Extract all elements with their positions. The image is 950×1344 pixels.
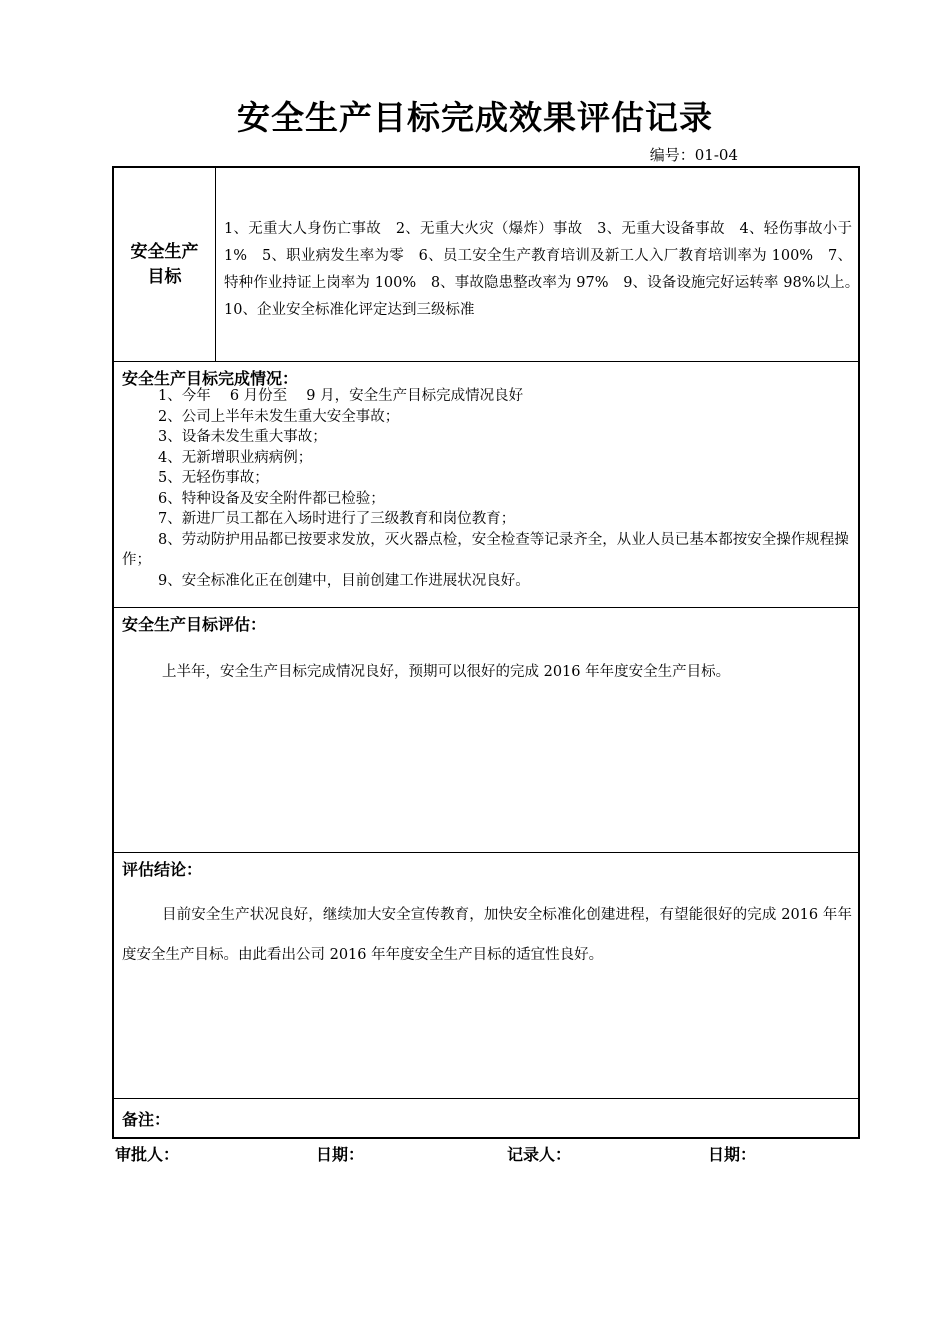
goals-row bbox=[114, 168, 867, 362]
status-row bbox=[114, 362, 858, 608]
document-number: 编号：01-04 bbox=[649, 146, 738, 164]
status-heading: 安全生产目标完成情况： bbox=[122, 369, 299, 388]
conclusion-heading: 评估结论： bbox=[122, 860, 203, 879]
page-title: 安全生产目标完成效果评估记录 bbox=[237, 98, 713, 137]
list-item: 2、公司上半年未发生重大安全事故； bbox=[158, 408, 400, 425]
evaluation-text: 上半年，安全生产目标完成情况良好，预期可以很好的完成 2016 年年度安全生产目标。 bbox=[162, 664, 731, 680]
evaluation-row bbox=[114, 608, 858, 853]
remarks-heading: 备注： bbox=[122, 1110, 171, 1129]
conclusion-row bbox=[114, 853, 858, 1099]
list-item: 9、安全标准化正在创建中，目前创建工作进展状况良好。 bbox=[158, 572, 530, 589]
status-list bbox=[122, 386, 852, 591]
record-date-label: 日期： bbox=[708, 1145, 757, 1164]
remarks-row bbox=[114, 1099, 858, 1139]
signature-footer bbox=[0, 1142, 950, 1166]
evaluation-form bbox=[112, 166, 867, 1139]
conclusion-text: 目前安全生产状况良好，继续加大安全宣传教育，加快安全标准化创建进程，有望能很好的完成 2016 年年度安全生产目标。由此看出公司 2016 年年度安全生产目标的适宜性良好。 bbox=[122, 907, 852, 963]
list-item: 8、劳动防护用品都已按要求发放，灭火器点检，安全检查等记录齐全，从业人员已基本都按安全操作规程操作； bbox=[122, 531, 849, 568]
goals-label: 安全生产目标 bbox=[130, 241, 199, 287]
list-item: 3、设备未发生重大事故； bbox=[158, 429, 327, 445]
recorder-label: 记录人： bbox=[507, 1145, 572, 1164]
evaluation-heading: 安全生产目标评估： bbox=[122, 615, 267, 634]
list-item: 4、无新增职业病病例； bbox=[158, 449, 313, 466]
list-item: 6、特种设备及安全附件都已检验； bbox=[158, 490, 385, 507]
approval-date-label: 日期： bbox=[316, 1145, 365, 1164]
list-item: 5、无轻伤事故； bbox=[158, 470, 269, 486]
list-item: 7、新进厂员工都在入场时进行了三级教育和岗位教育； bbox=[158, 511, 516, 527]
goals-label-cell bbox=[114, 168, 216, 361]
approver-label: 审批人： bbox=[115, 1145, 180, 1164]
list-item: 1、今年 6 月份至 9 月，安全生产目标完成情况良好 bbox=[158, 388, 524, 404]
goals-text: 1、无重大人身伤亡事故 2、无重大火灾（爆炸）事故 3、无重大设备事故 4、轻伤事故小于 1% 5、职业病发生率为零 6、员工安全生产教育培训及新工人入厂教育培训率为 100% 7、特种作业持证上岗率为 100% 8、事故隐患整改率为 97% 9、设备设施完好运转率 98%以上。 10、企业安全标准化评定达到三级标准 bbox=[224, 221, 867, 318]
